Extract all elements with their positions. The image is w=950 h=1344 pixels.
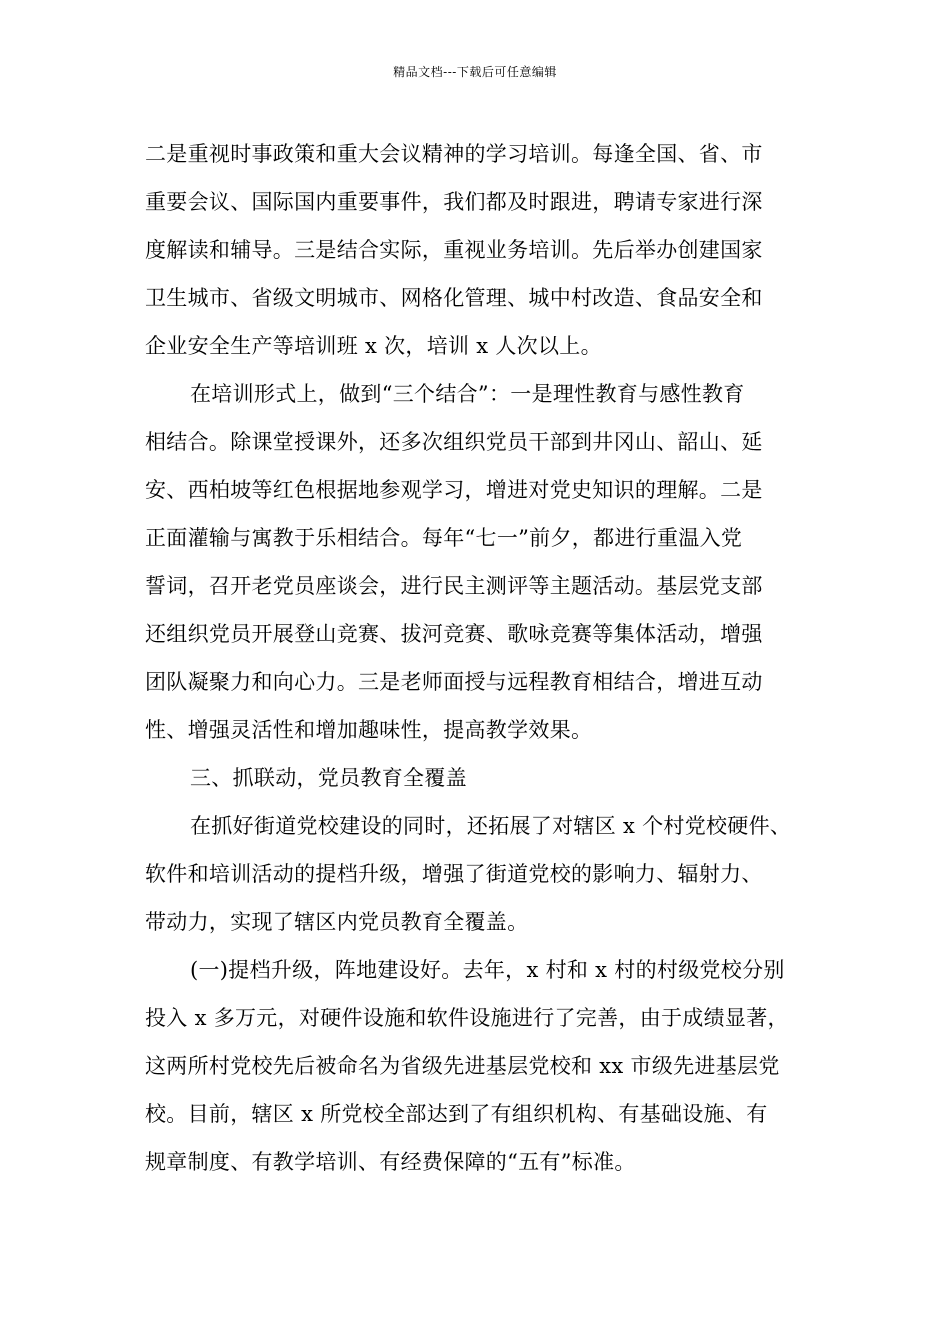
document-body [145,130,810,1186]
paragraph-first-line: 在培训形式上，做到“三个结合”：一是理性教育与感性教育 [190,382,745,406]
text-line: 这两所村党校先后被命名为省级先进基层党校和 xx 市级先进基层党 [145,1054,780,1078]
text-line: 卫生城市、省级文明城市、网格化管理、城中村改造、食品安全和 [145,286,763,310]
paragraph-first-line: 在抓好街道党校建设的同时，还拓展了对辖区 x 个村党校硬件、 [190,814,792,838]
section-heading: 三、抓联动，党员教育全覆盖 [190,766,467,790]
text-line: 安、西柏坡等红色根据地参观学习，增进对党史知识的理解。二是 [145,478,763,502]
text-line: 校。目前，辖区 x 所党校全部达到了有组织机构、有基础设施、有 [145,1102,768,1126]
text-line: 带动力，实现了辖区内党员教育全覆盖。 [145,910,529,934]
text-line: 重要会议、国际国内重要事件，我们都及时跟进，聘请专家进行深 [145,190,763,214]
text-line: 正面灌输与寓教于乐相结合。每年“七一”前夕，都进行重温入党 [145,526,743,550]
text-line: 软件和培训活动的提档升级，增强了街道党校的影响力、辐射力、 [145,862,763,886]
text-line: 企业安全生产等培训班 x 次，培训 x 人次以上。 [145,334,602,358]
text-line: 相结合。除课堂授课外，还多次组织党员干部到井冈山、韶山、延 [145,430,763,454]
text-line: 誓词，召开老党员座谈会，进行民主测评等主题活动。基层党支部 [145,574,763,598]
paragraph-first-line: (一)提档升级，阵地建设好。去年，x 村和 x 村的村级党校分别 [190,958,785,982]
text-line: 还组织党员开展登山竞赛、拔河竞赛、歌咏竞赛等集体活动，增强 [145,622,763,646]
text-line: 度解读和辅导。三是结合实际，重视业务培训。先后举办创建国家 [145,238,763,262]
page-header: 精品文档---下载后可任意编辑 [393,65,557,79]
text-line: 性、增强灵活性和增加趣味性，提高教学效果。 [145,718,593,742]
text-line: 投入 x 多万元，对硬件设施和软件设施进行了完善，由于成绩显著， [145,1006,789,1030]
text-line: 规章制度、有教学培训、有经费保障的“五有”标准。 [145,1150,636,1174]
text-line: 二是重视时事政策和重大会议精神的学习培训。每逢全国、省、市 [145,142,763,166]
text-line: 团队凝聚力和向心力。三是老师面授与远程教育相结合，增进互动 [145,670,763,694]
